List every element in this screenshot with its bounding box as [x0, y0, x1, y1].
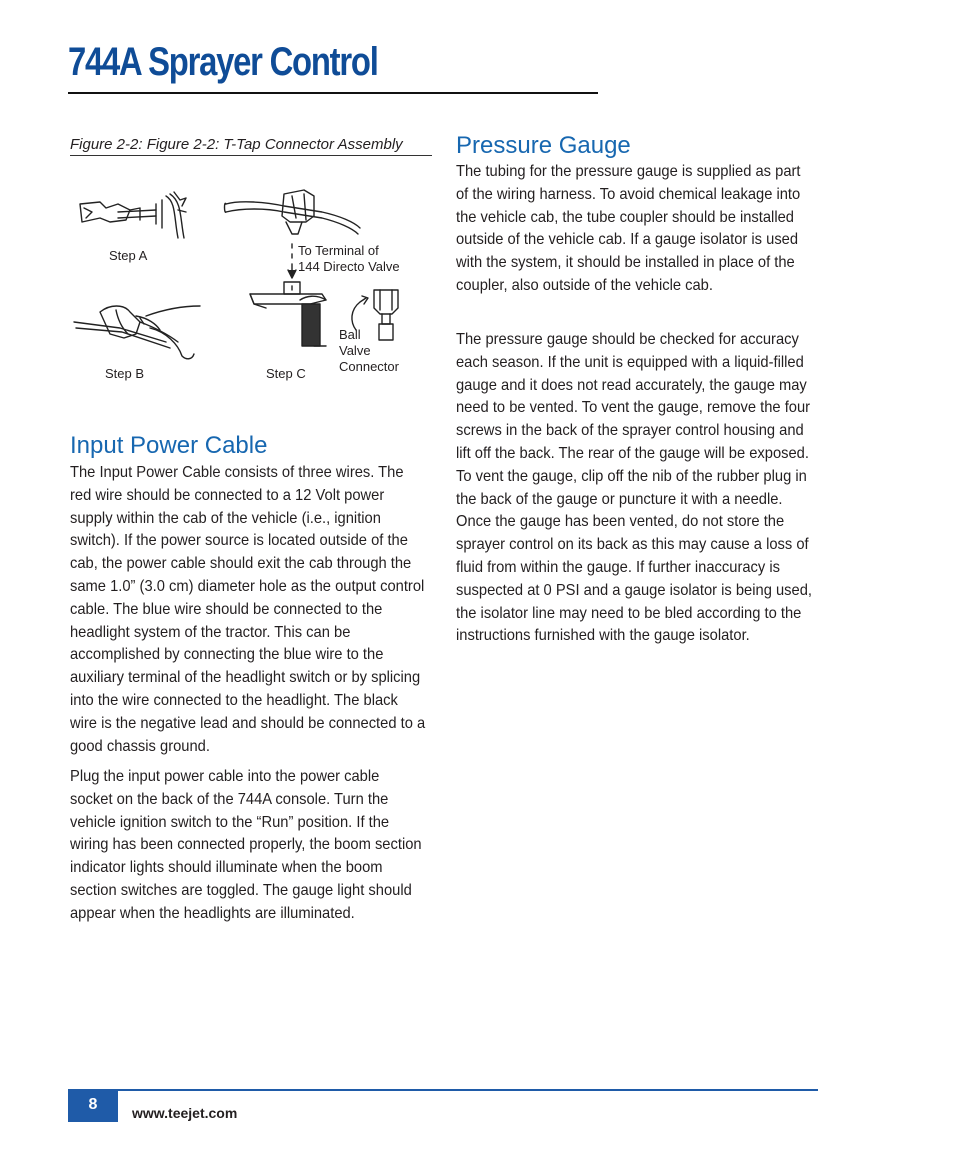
ball-valve-label-line1: Ball [339, 327, 361, 342]
step-a-label: Step A [109, 248, 148, 263]
pressure-gauge-paragraph-1: The tubing for the pressure gauge is supplied as part of the wiring harness. To avoid chemical leakage into the vehicle cab, the tube coupler should be installed outside of the vehicle cab. If a gauge isolator is used with the system, it should be installed in place of the coupler, also outside of the vehicle cab. [456, 163, 801, 294]
terminal-label-line2: 144 Directo Valve [298, 259, 400, 274]
step-c-bottom-illustration [250, 282, 326, 346]
page-number: 8 [68, 1091, 118, 1122]
t-tap-connector-figure [70, 182, 430, 392]
step-b-label: Step B [105, 366, 145, 381]
input-power-cable-heading: Input Power Cable [70, 432, 268, 459]
step-c-top-illustration [225, 190, 361, 234]
figure-caption: Figure 2-2: Figure 2-2: T-Tap Connector Assembly [70, 136, 432, 156]
terminal-arrow [288, 244, 296, 278]
title-underline [68, 92, 598, 94]
footer-rule [68, 1089, 818, 1091]
step-c-label: Step C [266, 366, 306, 381]
pressure-gauge-heading: Pressure Gauge [456, 132, 631, 159]
input-power-cable-paragraph-1: The Input Power Cable consists of three wires. The red wire should be connected to a 12 Volt power supply within the cab of the vehicle (i.e., ignition switch). If the power source is located outside of the cab, the power cable should exit the cab through the same 1.0” (3.0 cm) diameter hole as the output control cable. The blue wire should be connected to the headlight system of the tractor. This can be accomplished by connecting the blue wire to the auxiliary terminal of the headlight switch or by splicing into the wire connected to the headlight. The black wire is the negative lead and should be connected to a good chassis ground. [70, 464, 426, 755]
footer-url[interactable]: www.teejet.com [132, 1105, 238, 1121]
ball-valve-label-line3: Connector [339, 359, 399, 374]
page-title: 744A Sprayer Control [68, 40, 378, 84]
ball-valve-label-line2: Valve [339, 343, 371, 358]
pressure-gauge-paragraph-2: The pressure gauge should be checked for accuracy each season. If the unit is equipped with a liquid-filled gauge and it does not read accurately, the gauge may need to be vented. To vent the gauge, remove the four screws in the back of the sprayer control housing and lift off the back. The rear of the gauge will be exposed. To vent the gauge, clip off the nib of the rubber plug in the back of the gauge or puncture it with a needle. Once the gauge has been vented, do not store the sprayer control on its back as this may cause a loss of fluid from within the gauge. If further inaccuracy is suspected at 0 PSI and a gauge isolator is being used, the isolator line may need to be bled according to the instructions furnished with the gauge isolator. [456, 331, 812, 645]
terminal-label-line1: To Terminal of [298, 243, 379, 258]
step-b-illustration [74, 306, 200, 359]
input-power-cable-paragraph-2: Plug the input power cable into the power cable socket on the back of the 744A console. Turn the vehicle ignition switch to the “Run” position. If the wiring has been connected properly, the boom section indicator lights should illuminate when the boom section switches are toggled. The gauge light should appear when the headlights are illuminated. [70, 768, 422, 922]
step-a-illustration [80, 192, 186, 238]
